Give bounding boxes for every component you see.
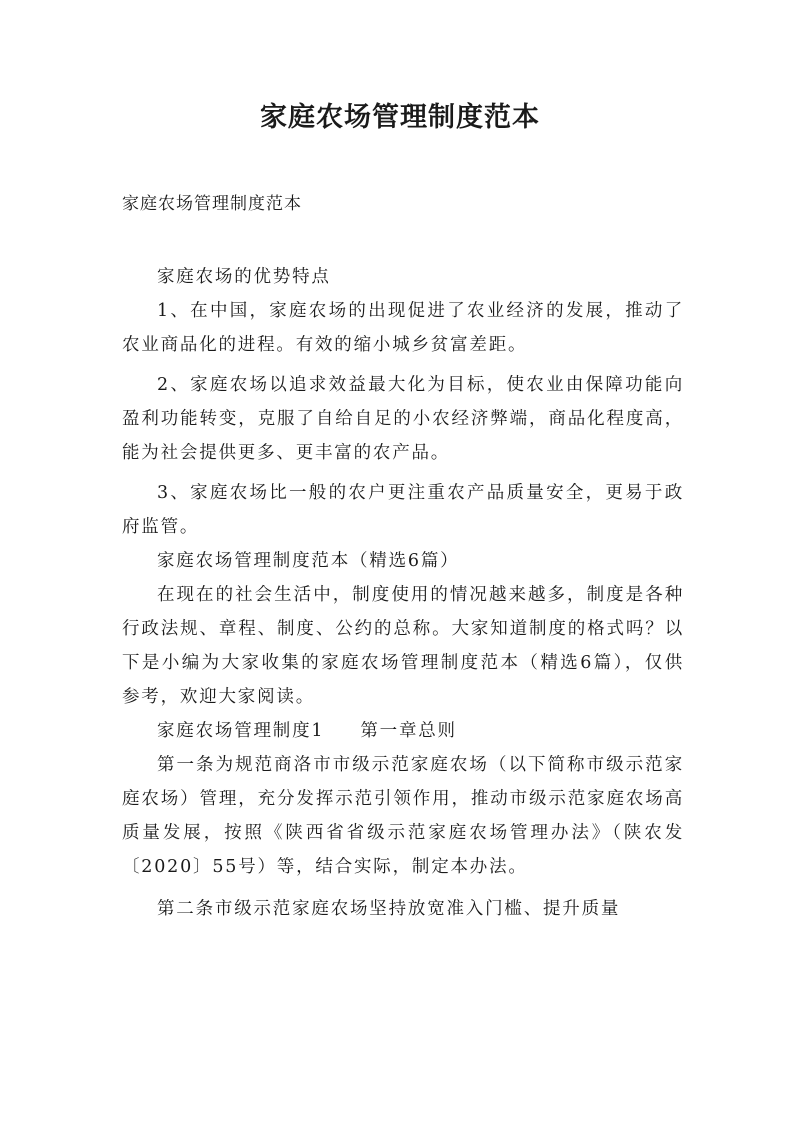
paragraph-advantage-2: 2、家庭农场以追求效益最大化为目标，使农业由保障功能向盈利功能转变，克服了自给自足的小农经济弊端，商品化程度高，能为社会提供更多、更丰富的农产品。 — [122, 375, 684, 463]
paragraph-article-2: 第二条市级示范家庭农场坚持放宽准入门槛、提升质量 — [157, 899, 621, 919]
paragraph-article-1: 第一条为规范商洛市市级示范家庭农场（以下简称市级示范家庭农场）管理，充分发挥示范引领作用，推动市级示范家庭农场高质量发展，按照《陕西省省级示范家庭农场管理办法》（陕农发〔2020〕55号）等，结合实际，制定本办法。 — [122, 755, 684, 877]
chapter-doc-label: 家庭农场管理制度1 — [157, 721, 325, 741]
document-subtitle: 家庭农场管理制度范本 — [122, 194, 302, 214]
chapter-title: 第一章总则 — [360, 721, 457, 741]
paragraph-chapter-heading — [122, 714, 684, 748]
document-body — [122, 260, 684, 926]
paragraph-intro: 在现在的社会生活中，制度使用的情况越来越多，制度是各种行政法规、章程、制度、公约的总称。大家知道制度的格式吗？以下是小编为大家收集的家庭农场管理制度范本（精选6篇），仅供参考，欢迎大家阅读。 — [122, 585, 684, 707]
paragraph-section-heading: 家庭农场管理制度范本（精选6篇） — [157, 551, 460, 571]
paragraph-heading-advantages: 家庭农场的优势特点 — [157, 267, 331, 287]
document-title: 家庭农场管理制度范本 — [260, 102, 540, 133]
paragraph-advantage-3: 3、家庭农场比一般的农户更注重农产品质量安全，更易于政府监管。 — [122, 483, 684, 537]
paragraph-advantage-1: 1、在中国，家庭农场的出现促进了农业经济的发展，推动了农业商品化的进程。有效的缩小城乡贫富差距。 — [122, 301, 684, 355]
